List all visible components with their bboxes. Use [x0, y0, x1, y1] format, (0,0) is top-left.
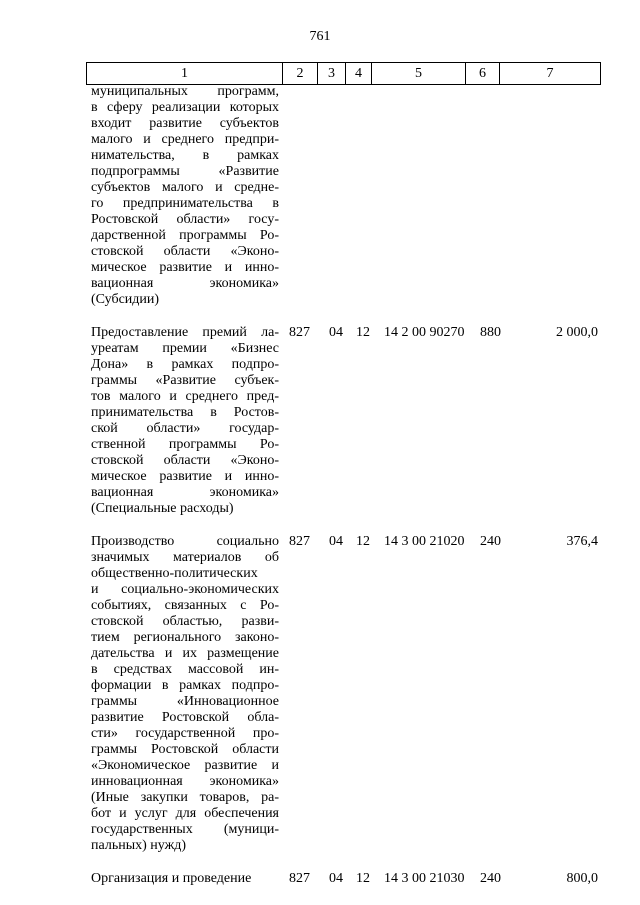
- description-line: формации в рамках подпро-: [91, 678, 279, 693]
- row-description: [91, 325, 279, 517]
- cell-admin: 827: [289, 325, 310, 340]
- cell-section: 04: [329, 325, 343, 340]
- cell-admin: 827: [289, 534, 310, 549]
- table-header: [86, 62, 601, 85]
- description-line: инновационная экономика»: [91, 774, 279, 789]
- description-line: стовской области «Эконо-: [91, 453, 279, 468]
- cell-target: 14 3 00 21020: [384, 534, 465, 549]
- description-line: бот и услуг для обеспечения: [91, 806, 279, 821]
- cell-amount: 2 000,0: [556, 325, 598, 340]
- row-gap: [91, 308, 279, 325]
- cell-subsection: 12: [356, 534, 370, 549]
- header-col-1: 1: [87, 63, 283, 85]
- description-line: (Специальные расходы): [91, 501, 234, 516]
- header-col-6: 6: [466, 63, 500, 85]
- header-col-4: 4: [346, 63, 372, 85]
- description-line: тием регионального законо-: [91, 630, 279, 645]
- row-description: [91, 534, 279, 854]
- description-line: граммы Ростовской области: [91, 742, 279, 757]
- description-line: муниципальных программ,: [91, 84, 279, 99]
- description-line: и социально-экономических: [91, 582, 279, 597]
- table-row: [0, 325, 640, 341]
- description-line: дарственной программы Ро-: [91, 228, 279, 243]
- cell-admin: 827: [289, 871, 310, 886]
- description-line: вационная экономика»: [91, 276, 279, 291]
- row-gap: [91, 854, 279, 871]
- description-line: (Субсидии): [91, 292, 160, 307]
- description-line: Ростовской области» госу-: [91, 212, 279, 227]
- description-line: Производство социально: [91, 534, 279, 549]
- table-row: [0, 84, 640, 100]
- description-line: подпрограммы «Развитие: [91, 164, 279, 179]
- table-row: [0, 534, 640, 550]
- cell-section: 04: [329, 534, 343, 549]
- description-line: тов малого и среднего пред-: [91, 389, 279, 404]
- table-row: [0, 871, 640, 887]
- description-line: стовской области «Эконо-: [91, 244, 279, 259]
- description-line: граммы «Инновационное: [91, 694, 279, 709]
- cell-type: 880: [480, 325, 501, 340]
- cell-target: 14 3 00 21030: [384, 871, 465, 886]
- description-line: дательства и их размещение: [91, 646, 279, 661]
- cell-type: 240: [480, 534, 501, 549]
- description-line: Дона» в рамках подпро-: [91, 357, 279, 372]
- row-description: [91, 84, 279, 308]
- cell-subsection: 12: [356, 871, 370, 886]
- header-col-2: 2: [283, 63, 318, 85]
- description-line: сти» государственной про-: [91, 726, 279, 741]
- description-line: нимательства, в рамках: [91, 148, 279, 163]
- description-line: принимательства в Ростов-: [91, 405, 279, 420]
- description-line: мическое развитие и инно-: [91, 469, 279, 484]
- header-col-5: 5: [372, 63, 466, 85]
- table-body: [91, 84, 279, 887]
- description-line: малого и среднего предпри-: [91, 132, 279, 147]
- cell-amount: 800,0: [566, 871, 598, 886]
- description-line: событиях, связанных с Ро-: [91, 598, 279, 613]
- page-number: 761: [309, 29, 331, 44]
- description-line: стовской областью, разви-: [91, 614, 279, 629]
- description-line: «Экономическое развитие и: [91, 758, 279, 773]
- description-line: в средствах массовой ин-: [91, 662, 279, 677]
- description-line: в сферу реализации которых: [91, 100, 279, 115]
- description-line: государственных (муници-: [91, 822, 279, 837]
- description-line: ской области» государ-: [91, 421, 279, 436]
- cell-type: 240: [480, 871, 501, 886]
- description-line: граммы «Развитие субъек-: [91, 373, 279, 388]
- description-line: Организация и проведение: [91, 871, 252, 886]
- header-col-7: 7: [500, 63, 601, 85]
- description-line: ственной программы Ро-: [91, 437, 279, 452]
- description-line: уреатам премии «Бизнес: [91, 341, 279, 356]
- row-gap: [91, 517, 279, 534]
- description-line: пальных) нужд): [91, 838, 187, 853]
- description-line: Предоставление премий ла-: [91, 325, 279, 340]
- cell-target: 14 2 00 90270: [384, 325, 465, 340]
- description-line: субъектов малого и средне-: [91, 180, 279, 195]
- description-line: вационная экономика»: [91, 485, 279, 500]
- description-line: мическое развитие и инно-: [91, 260, 279, 275]
- description-line: (Иные закупки товаров, ра-: [91, 790, 279, 805]
- header-col-3: 3: [318, 63, 346, 85]
- description-line: значимых материалов об: [91, 550, 279, 565]
- cell-amount: 376,4: [566, 534, 598, 549]
- description-line: входит развитие субъектов: [91, 116, 279, 131]
- description-line: общественно-политических: [91, 566, 258, 581]
- description-line: го предпринимательства в: [91, 196, 279, 211]
- cell-section: 04: [329, 871, 343, 886]
- description-line: развитие Ростовской обла-: [91, 710, 279, 725]
- cell-subsection: 12: [356, 325, 370, 340]
